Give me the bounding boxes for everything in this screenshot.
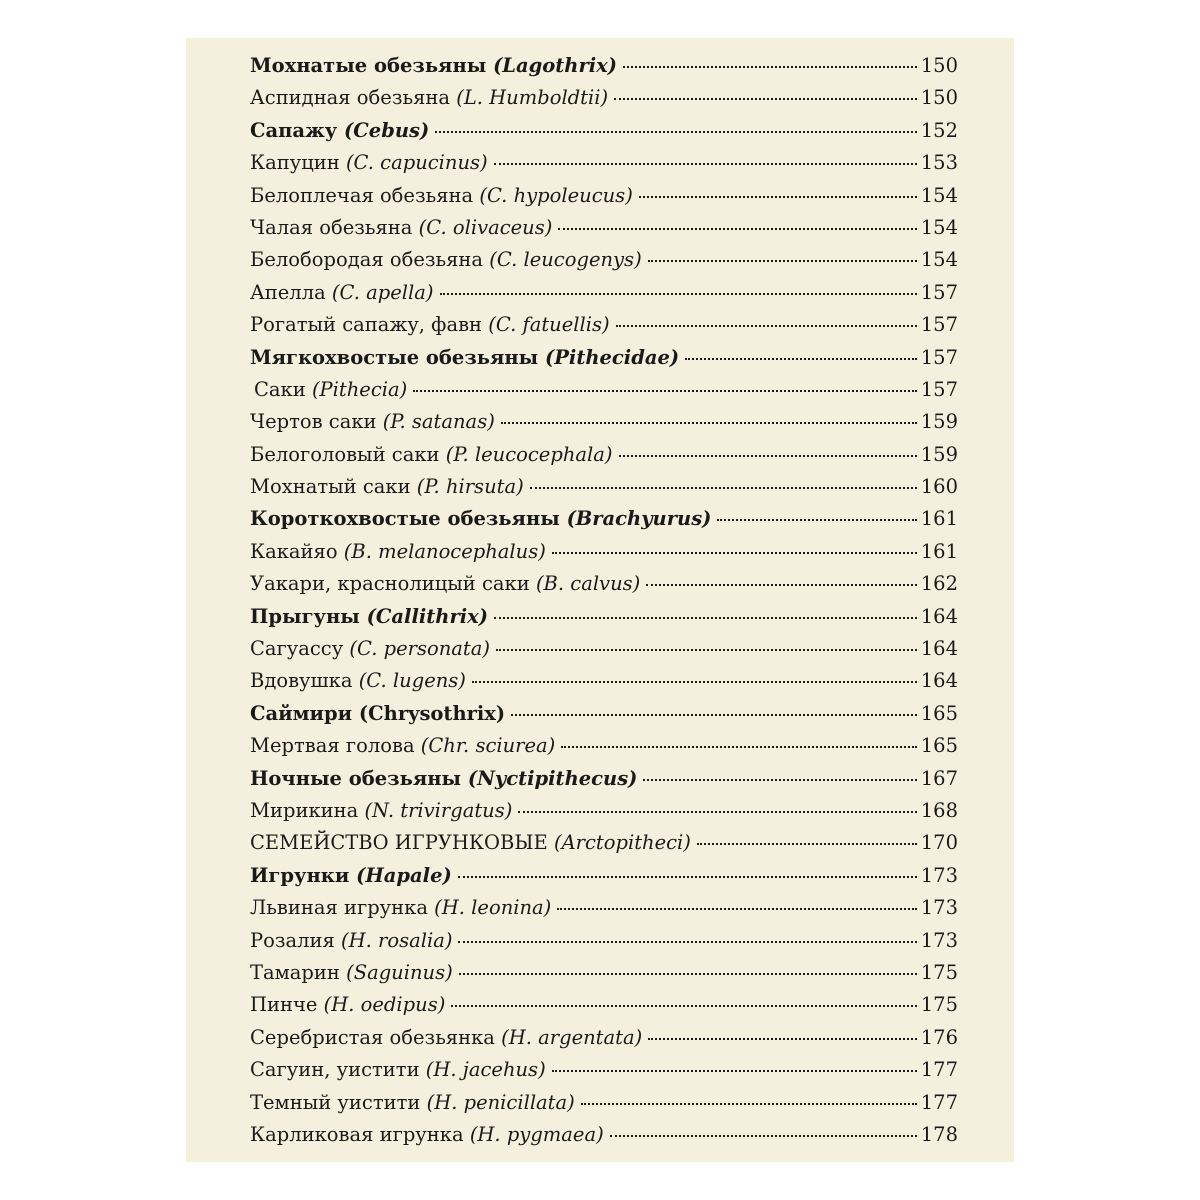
toc-entry-title <box>250 831 691 854</box>
toc-entry-page-number: 160 <box>920 475 958 499</box>
toc-entry <box>250 1123 958 1155</box>
toc-entry-title <box>250 1058 546 1081</box>
toc-entry-latin: (H. argentata) <box>501 1025 643 1049</box>
toc-entry-name: Какайяо <box>250 539 338 563</box>
dot-leader <box>610 1135 917 1137</box>
dot-leader <box>697 843 917 845</box>
toc-entry-latin: (H. leonina) <box>434 896 552 920</box>
toc-entry-page-number: 175 <box>920 960 958 984</box>
toc-entry <box>250 184 958 216</box>
dot-leader <box>561 746 917 748</box>
toc-entry-latin: (H. rosalia) <box>341 928 453 952</box>
toc-entry-page-number: 162 <box>920 572 958 596</box>
toc-entry <box>250 410 958 442</box>
toc-entry-title <box>250 410 495 433</box>
dot-leader <box>558 228 916 230</box>
toc-entry-name: Розалия <box>250 928 335 952</box>
toc-entry-name: СЕМЕЙСТВО ИГРУНКОВЫЕ <box>250 831 548 855</box>
toc-entry-name: Белобородая обезьяна <box>250 248 484 272</box>
dot-leader <box>459 973 917 975</box>
toc-entry <box>250 346 958 378</box>
toc-entry-name: Мохнатый саки <box>250 475 411 499</box>
toc-entry-page-number: 177 <box>920 1058 958 1082</box>
toc-entry-page-number: 153 <box>920 151 958 175</box>
toc-entry-name: Мертвая голова <box>250 734 415 758</box>
toc-entry-title <box>250 346 679 369</box>
toc-entry-page-number: 157 <box>920 280 958 304</box>
toc-entry-name: Игрунки <box>250 863 350 887</box>
toc-entry <box>250 799 958 831</box>
toc-entry-title <box>250 605 488 628</box>
toc-entry-title <box>250 864 452 887</box>
toc-entry-page-number: 157 <box>920 313 958 337</box>
dot-leader <box>557 908 916 910</box>
toc-entry <box>250 378 958 410</box>
dot-leader <box>530 487 917 489</box>
toc-entry-name: Сагуин, уистити <box>250 1058 420 1082</box>
dot-leader <box>518 811 916 813</box>
toc-entry-latin: (Cebus) <box>344 118 430 142</box>
toc-entry <box>250 896 958 928</box>
dot-leader <box>648 260 917 262</box>
toc-entry <box>250 702 958 734</box>
toc-entry-latin: (Lagothrix) <box>493 54 618 77</box>
dot-leader <box>496 649 917 651</box>
toc-entry-name: Саки <box>254 377 306 401</box>
toc-entry-name: Серебристая обезьянка <box>250 1025 495 1049</box>
toc-entry <box>250 669 958 701</box>
toc-entry <box>250 86 958 118</box>
toc-entry-page-number: 173 <box>920 896 958 920</box>
toc-entry-latin: (C. apella) <box>331 280 434 304</box>
toc-entry-name: Мягкохвостые обезьяны <box>250 345 539 369</box>
toc-entry <box>250 119 958 151</box>
toc-entry-latin: (C. olivaceus) <box>418 215 553 239</box>
toc-entry <box>250 961 958 993</box>
toc-entry-title <box>250 993 445 1016</box>
dot-leader <box>458 876 917 878</box>
dot-leader <box>639 196 917 198</box>
toc-entry <box>250 540 958 572</box>
toc-entry-title <box>250 669 466 692</box>
dot-leader <box>643 779 916 781</box>
toc-entry-name: Рогатый сапажу, фавн <box>250 313 483 337</box>
toc-entry-page-number: 157 <box>920 377 958 401</box>
toc-entry <box>250 281 958 313</box>
dot-leader <box>472 681 917 683</box>
toc-entry-name: Капуцин <box>250 151 340 175</box>
toc-entry-latin: (C. leucogenys) <box>489 248 642 272</box>
toc-entry-latin: (P. leucocephala) <box>445 442 613 466</box>
toc-entry-latin: (Hapale) <box>356 863 452 887</box>
toc-entry-title <box>250 54 617 77</box>
toc-entry-title <box>250 799 512 822</box>
toc-entry-latin: (B. melanocephalus) <box>343 539 546 563</box>
toc-entry-page-number: 173 <box>920 863 958 887</box>
toc-entry-name: Белоплечая обезьяна <box>250 183 474 207</box>
dot-leader <box>458 941 916 943</box>
toc-entry-page-number: 168 <box>920 798 958 822</box>
toc-entry-name: Короткохвостые обезьяны <box>250 507 560 531</box>
book-page <box>186 38 1014 1162</box>
toc-entry <box>250 1091 958 1123</box>
dot-leader <box>614 98 917 100</box>
dot-leader <box>413 390 917 392</box>
toc-entry-latin: (C. capucinus) <box>345 151 488 175</box>
toc-entry <box>250 443 958 475</box>
toc-entry <box>250 1058 958 1090</box>
toc-entry <box>250 993 958 1025</box>
toc-entry-latin: (Nyctipithecus) <box>467 766 638 790</box>
toc-entry-name: Апелла <box>250 280 326 304</box>
toc-entry-name: Сапажу <box>250 118 338 142</box>
toc-entry-title <box>250 151 488 174</box>
dot-leader <box>494 163 917 165</box>
toc-entry-name: Темный уистити <box>250 1090 421 1114</box>
toc-entry-name: Белоголовый саки <box>250 442 440 466</box>
toc-entry-title <box>250 184 633 207</box>
toc-entry-name: Мохнатые обезьяны <box>250 54 487 77</box>
dot-leader <box>581 1103 917 1105</box>
toc-entry-name: Аспидная обезьяна <box>250 86 451 110</box>
toc-entry <box>250 313 958 345</box>
toc-entry <box>250 572 958 604</box>
toc-entry-name: Ночные обезьяны <box>250 766 468 790</box>
toc-entry-page-number: 154 <box>920 215 958 239</box>
toc-entry-latin: (C. fatuellis) <box>488 313 610 337</box>
toc-entry-title <box>250 572 640 595</box>
toc-entry-title <box>250 378 407 401</box>
toc-entry-page-number: 152 <box>920 118 958 142</box>
toc-entry <box>250 831 958 863</box>
toc-entry-title <box>250 86 608 109</box>
toc-entry-latin: (H. oedipus) <box>323 993 446 1017</box>
toc-entry-title <box>250 767 637 790</box>
toc-entry <box>250 734 958 766</box>
toc-entry-title <box>250 216 552 239</box>
dot-leader <box>552 1070 917 1072</box>
toc-entry <box>250 151 958 183</box>
toc-entry-page-number: 157 <box>920 345 958 369</box>
toc-entry-title <box>250 475 524 498</box>
toc-entry-name: Карликовая игрунка <box>250 1122 464 1146</box>
toc-entry-latin: (Callithrix) <box>366 604 488 628</box>
toc-entry-page-number: 161 <box>920 539 958 563</box>
toc-entry-page-number: 150 <box>920 54 958 77</box>
dot-leader <box>685 358 917 360</box>
toc-entry-title <box>250 1026 642 1049</box>
toc-entry-latin: (Pithecidae) <box>545 345 680 369</box>
dot-leader <box>552 552 917 554</box>
toc-entry <box>250 216 958 248</box>
dot-leader <box>494 617 917 619</box>
toc-entry-title <box>250 961 453 984</box>
toc-entry-page-number: 177 <box>920 1090 958 1114</box>
toc-entry-latin: (N. trivirgatus) <box>364 798 513 822</box>
toc-entry-latin: (H. pygmaea) <box>469 1122 604 1146</box>
toc-entry <box>250 248 958 280</box>
toc-entry-name: Чалая обезьяна <box>250 215 413 239</box>
toc-entry-page-number: 159 <box>920 442 958 466</box>
toc-entry <box>250 507 958 539</box>
toc-entry-page-number: 164 <box>920 637 958 661</box>
toc-entry <box>250 54 958 86</box>
toc-entry-page-number: 164 <box>920 604 958 628</box>
dot-leader <box>623 66 917 68</box>
dot-leader <box>646 584 917 586</box>
toc-entry-title <box>250 119 429 142</box>
toc-entry-title <box>250 1091 575 1114</box>
toc-entry-latin: (L. Humboldtii) <box>456 86 609 110</box>
toc-entry-page-number: 159 <box>920 410 958 434</box>
toc-entry <box>250 605 958 637</box>
toc-entry <box>250 929 958 961</box>
toc-entry-latin: (Arctopitheci) <box>553 831 691 855</box>
toc-entry-name: Прыгуны <box>250 604 360 628</box>
toc-entry-latin: (B. calvus) <box>535 572 641 596</box>
toc-entry-latin: (C. hypoleucus) <box>479 183 633 207</box>
toc-entry-title <box>250 896 551 919</box>
toc-entry-page-number: 173 <box>920 928 958 952</box>
dot-leader <box>717 519 916 521</box>
toc-entry-page-number: 167 <box>920 766 958 790</box>
toc-entry-page-number: 165 <box>920 734 958 758</box>
toc-entry-name: Вдовушка <box>250 669 353 693</box>
toc-entry <box>250 475 958 507</box>
toc-entry-latin: (P. hirsuta) <box>416 475 524 499</box>
toc-entry <box>250 1026 958 1058</box>
toc-entry-title <box>250 507 711 530</box>
toc-entry-title <box>250 313 610 336</box>
toc-entry-title <box>250 929 452 952</box>
toc-entry-name: Мирикина <box>250 798 359 822</box>
toc-entry-latin: (H. penicillata) <box>426 1090 575 1114</box>
toc-entry <box>250 637 958 669</box>
toc-entry-title <box>250 637 490 660</box>
toc-entry-latin: (P. satanas) <box>382 410 495 434</box>
toc-entry-page-number: 154 <box>920 248 958 272</box>
toc-entry-page-number: 176 <box>920 1025 958 1049</box>
dot-leader <box>619 455 917 457</box>
toc-entry-name: Чертов саки <box>250 410 377 434</box>
toc-entry-page-number: 165 <box>920 701 958 725</box>
dot-leader <box>440 293 917 295</box>
toc-entry-latin: (Chr. sciurea) <box>420 734 556 758</box>
toc-entry-name: Львиная игрунка <box>250 896 428 920</box>
toc-entry-name: Тамарин <box>250 960 340 984</box>
dot-leader <box>435 131 917 133</box>
toc-entry-title <box>250 248 642 271</box>
toc-entry-latin: (Brachyurus) <box>566 507 712 531</box>
toc-entry-page-number: 170 <box>920 831 958 855</box>
toc-entry-page-number: 154 <box>920 183 958 207</box>
table-of-contents <box>250 54 958 1155</box>
toc-entry-latin: (Chrysothrix) <box>358 701 506 725</box>
toc-entry-name: Саймири <box>250 701 353 725</box>
toc-entry-title <box>250 540 546 563</box>
dot-leader <box>648 1038 917 1040</box>
toc-entry-latin: (Pithecia) <box>311 377 408 401</box>
toc-entry-page-number: 164 <box>920 669 958 693</box>
toc-entry-name: Сагуассу <box>250 637 344 661</box>
toc-entry <box>250 767 958 799</box>
toc-entry-page-number: 161 <box>920 507 958 531</box>
toc-entry-title <box>250 702 505 725</box>
toc-entry-latin: (C. personata) <box>349 637 490 661</box>
toc-entry-latin: (H. jacehus) <box>425 1058 546 1082</box>
toc-entry-page-number: 175 <box>920 993 958 1017</box>
toc-entry-title <box>250 1123 604 1146</box>
toc-entry-name: Пинче <box>250 993 318 1017</box>
dot-leader <box>451 1005 916 1007</box>
toc-entry-page-number: 150 <box>920 86 958 110</box>
toc-entry <box>250 864 958 896</box>
dot-leader <box>511 714 917 716</box>
toc-entry-latin: (C. lugens) <box>358 669 466 693</box>
dot-leader <box>501 422 917 424</box>
dot-leader <box>616 325 917 327</box>
toc-entry-title <box>250 443 613 466</box>
toc-entry-name: Уакари, краснолицый саки <box>250 572 530 596</box>
toc-entry-page-number: 178 <box>920 1122 958 1146</box>
toc-entry-title <box>250 281 434 304</box>
toc-entry-title <box>250 734 555 757</box>
toc-entry-latin: (Saguinus) <box>346 960 453 984</box>
